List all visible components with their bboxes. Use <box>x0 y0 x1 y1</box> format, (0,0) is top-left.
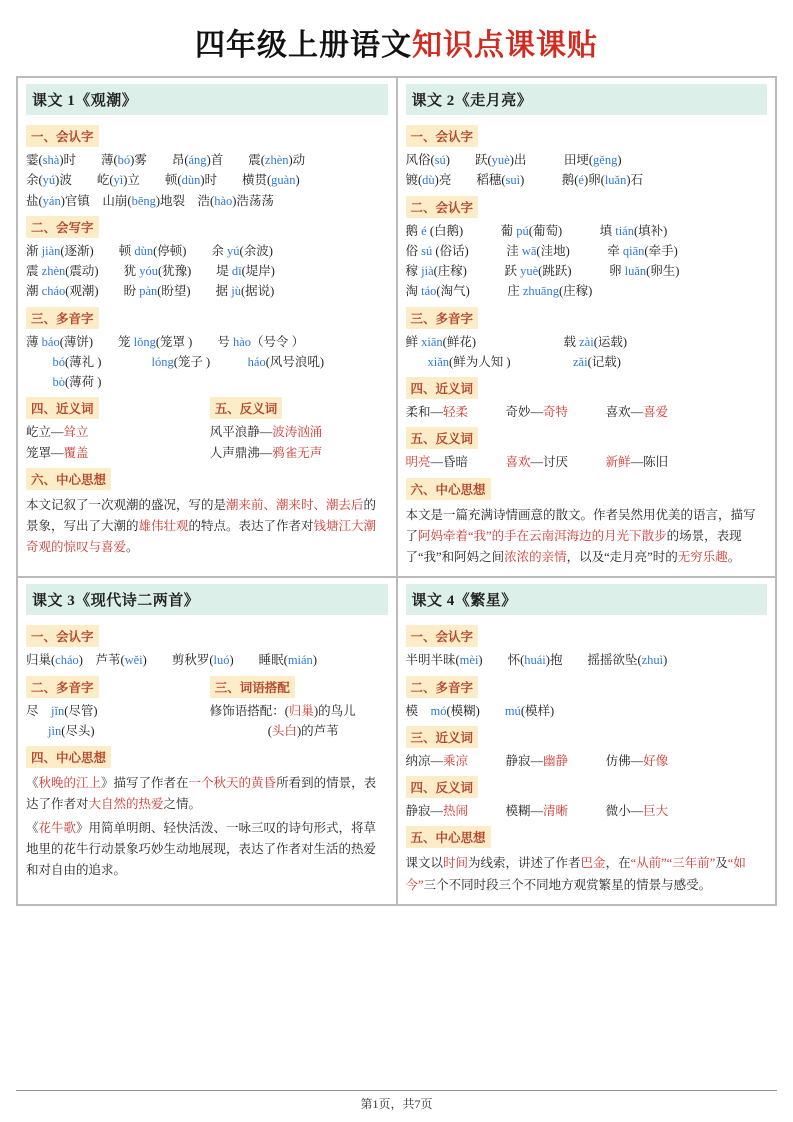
line: 薄 báo(薄饼) 笼 lǒng(笼罩 ) 号 hào（号令 ） <box>26 334 305 349</box>
lesson-1-section-synonym: 四、近义词 <box>26 397 99 419</box>
lesson-4-idea-text: 课文以时间为线索，讲述了作者巴金，在“从前”“三年前”及“如今”三个不同时段三个不同地方观赏繁星的情景与感受。 <box>405 856 746 892</box>
line: 霎(shà)时 薄(bó)雾 昂(áng)首 震(zhèn)动 <box>26 153 306 167</box>
line: 屹立—耸立 <box>26 425 89 440</box>
lesson-3-section-polyphone: 二、多音字 <box>26 676 99 698</box>
lesson-card-4 <box>397 577 777 905</box>
lesson-2-section-antonym: 五、反义词 <box>406 427 479 449</box>
lesson-1-section-idea: 六、中心思想 <box>26 468 111 490</box>
line: 风平浪静—波涛汹涌 <box>209 425 323 440</box>
lesson-2-polyphone-lines <box>406 332 768 373</box>
lesson-1-synonym-lines <box>26 422 204 463</box>
line: 淘 táo(淘气) 庄 zhuāng(庄稼) <box>405 284 593 299</box>
page-title <box>16 20 777 64</box>
lesson-2-section-synonym: 四、近义词 <box>406 377 479 399</box>
lesson-2-recognize2-lines <box>406 221 768 302</box>
line: jìn(尽头) <box>48 723 95 738</box>
lesson-4-title: 课文 4《繁星》 <box>406 584 768 615</box>
line: 修饰语搭配：(归巢)的鸟儿 <box>209 703 356 718</box>
lesson-2-section-idea: 六、中心思想 <box>406 478 491 500</box>
line: 余(yú)波 屹(yì)立 顿(dùn)时 横贯(guàn) <box>26 173 300 188</box>
lesson-3-poly-collocation <box>26 671 388 742</box>
lesson-2-antonym-lines <box>406 452 768 472</box>
lesson-2-section-recognize: 一、会认字 <box>406 125 479 147</box>
lesson-1-title: 课文 1《观潮》 <box>26 84 388 115</box>
line: 尽 jǐn(尽管) <box>26 703 98 718</box>
lesson-3-title: 课文 3《现代诗二两首》 <box>26 584 388 615</box>
lesson-1-recognize-lines <box>26 150 388 211</box>
lesson-1-antonym-lines <box>210 422 388 463</box>
lesson-4-section-recognize: 一、会认字 <box>406 625 479 647</box>
lesson-3-polyphone-lines <box>26 701 204 742</box>
lesson-1-idea-text: 本文记叙了一次观潮的盛况，写的是潮来前、潮来时、潮去后的景象，写出了大潮的雄伟壮观的特点。表达了作者对钱塘江大潮奇观的惊叹与喜爱。 <box>26 497 377 555</box>
line: 柔和—轻柔 奇妙—奇特 喜欢—喜爱 <box>405 405 669 419</box>
line: 鲜 xiān(鲜花) 载 zài(运载) <box>405 334 628 349</box>
page-title-black: 四年级上册语文 <box>195 29 412 62</box>
lesson-3-collocation-lines <box>210 701 388 742</box>
lesson-3-idea-text-2: 《花牛歌》用简单明朗、轻快活泼、一咏三叹的诗句形式，将草地里的花牛行动景象巧妙生动地展现，表达了作者对生活的热爱和对自由的追求。 <box>26 820 377 877</box>
lesson-1-section-write: 二、会写字 <box>26 216 99 238</box>
lesson-3-section-recognize: 一、会认字 <box>26 625 99 647</box>
page-footer: 第1页，共7页 <box>16 1090 777 1112</box>
lesson-2-section-recognize2: 二、会认字 <box>406 196 479 218</box>
lesson-2-recognize-lines <box>406 150 768 191</box>
line: (头白)的芦苇 <box>267 723 339 738</box>
line: 明亮—昏暗 喜欢—讨厌 新鲜—陈旧 <box>405 455 669 470</box>
line: 稼 jià(庄稼) 跃 yuè(跳跃) 卵 luǎn(卵生) <box>405 264 680 278</box>
lesson-4-synonym-lines <box>406 751 768 771</box>
lesson-card-1 <box>17 77 397 577</box>
line: 渐 jiàn(逐渐) 顿 dùn(停顿) 余 yú(余波) <box>26 243 273 258</box>
lesson-2-synonym-lines <box>406 402 768 422</box>
line: 归巢(cháo) 芦苇(wěi) 剪秋罗(luó) 睡眠(mián) <box>26 653 317 668</box>
line: 静寂—热闹 模糊—清晰 微小—巨大 <box>405 804 669 818</box>
line: 盐(yán)官镇 山崩(bēng)地裂 浩(hào)浩荡荡 <box>26 193 274 208</box>
line: 俗 sú (俗话) 洼 wā(洼地) 牵 qiān(牵手) <box>405 243 678 258</box>
lesson-3-idea-text-1: 《秋晚的江上》描写了作者在一个秋天的黄昏所看到的情景，表达了作者对大自然的热爱之情。 <box>26 776 377 812</box>
lesson-1-section-antonym: 五、反义词 <box>210 397 283 419</box>
line: 模 mó(模糊) mú(模样) <box>405 703 555 718</box>
lesson-card-3 <box>17 577 397 905</box>
lesson-1-section-polyphone: 三、多音字 <box>26 307 99 329</box>
lesson-3-section-idea: 四、中心思想 <box>26 746 111 768</box>
line: bò(薄荷 ) <box>52 375 102 389</box>
lesson-4-section-idea: 五、中心思想 <box>406 826 491 848</box>
line: 人声鼎沸—鸦雀无声 <box>209 445 323 460</box>
line: 镀(dù)亮 稻穗(suì) 鹅(é)卵(luǎn)石 <box>405 173 644 188</box>
lesson-card-2 <box>397 77 777 577</box>
line: 纳凉—乘凉 静寂—幽静 仿佛—好像 <box>405 753 669 768</box>
lesson-4-section-polyphone: 二、多音字 <box>406 676 479 698</box>
lesson-1-syn-ant <box>26 392 388 463</box>
lesson-4-section-synonym: 三、近义词 <box>406 726 479 748</box>
lesson-2-idea-text: 本文是一篇充满诗情画意的散文。作者吴然用优美的语言，描写了阿妈牵着“我”的手在云南洱海边的月光下散步的场景，表现了“我”和阿妈之间浓浓的亲情，以及“走月亮”时的无穷乐趣。 <box>405 507 756 564</box>
line: 潮 cháo(观潮) 盼 pàn(盼望) 据 jù(据说) <box>26 284 275 299</box>
lesson-3-section-collocation: 三、词语搭配 <box>210 676 295 698</box>
line: 震 zhèn(震动) 犹 yóu(犹豫) 堤 dī(堤岸) <box>26 264 275 278</box>
lesson-grid <box>16 76 777 906</box>
lesson-4-recognize-lines <box>406 650 768 670</box>
lesson-3-recognize-lines <box>26 650 388 670</box>
line: 笼罩—覆盖 <box>26 445 89 460</box>
line: bó(薄礼 ) lóng(笼子 ) háo(风号浪吼) <box>52 354 325 369</box>
line: 鹅 é (白鹅) 葡 pú(葡萄) 填 tián(填补) <box>405 223 668 238</box>
page-title-red: 知识点课课贴 <box>412 29 598 62</box>
line: xiǎn(鲜为人知 ) zǎi(记载) <box>427 354 621 369</box>
lesson-2-title: 课文 2《走月亮》 <box>406 84 768 115</box>
lesson-2-section-polyphone: 三、多音字 <box>406 307 479 329</box>
lesson-4-section-antonym: 四、反义词 <box>406 776 479 798</box>
lesson-1-polyphone-lines <box>26 332 388 393</box>
line: 半明半昧(mèi) 怀(huái)抱 摇摇欲坠(zhuì) <box>405 653 668 668</box>
lesson-4-antonym-lines <box>406 801 768 821</box>
lesson-4-polyphone-lines <box>406 701 768 721</box>
lesson-1-section-recognize: 一、会认字 <box>26 125 99 147</box>
lesson-1-write-lines <box>26 241 388 302</box>
line: 风俗(sú) 跃(yuè)出 田埂(gěng) <box>405 153 622 167</box>
